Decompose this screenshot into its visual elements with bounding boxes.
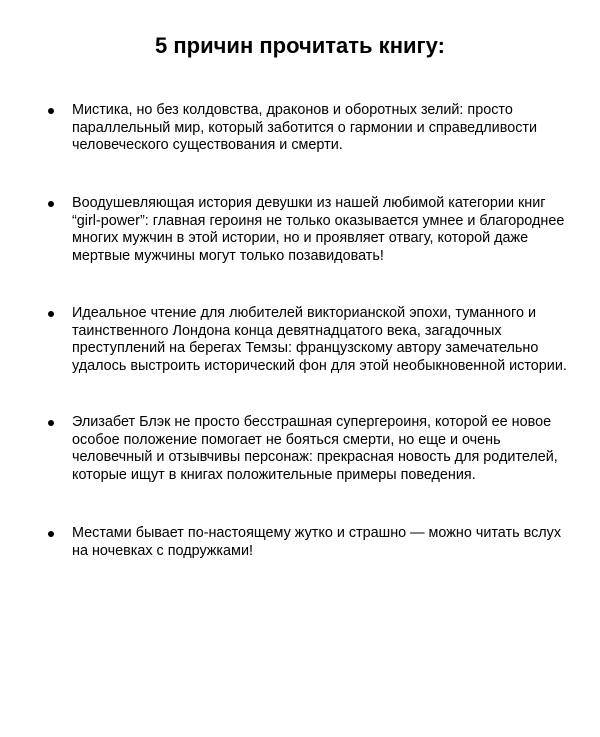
page-title: 5 причин прочитать книгу: (155, 33, 445, 58)
bullet-icon (48, 420, 54, 426)
list-item-text: Идеальное чтение для любителей викторианской эпохи, туманного и таинственного Лондона конца девятнадцатого века, загадочных преступлений на берегах Темзы: французскому автору замечательно удалось выстроить исторический фон для этой необыкновенной истории. (72, 305, 567, 374)
list-item-text: Мистика, но без колдовства, драконов и оборотных зелий: просто параллельный мир, который заботится о гармонии и справедливости человеческого существования и смерти. (72, 102, 538, 154)
list-item-text: Элизабет Блэк не просто бесстрашная супергероиня, которой ее новое особое положение помогает не бояться смерти, но еще и очень человечный и отзывчивы персонаж: прекрасная новость для родителей, которые ищут в книгах положительные примеры поведения. (72, 414, 558, 483)
bullet-icon (48, 311, 54, 317)
list-item-text: Воодушевляющая история девушки из нашей любимой категории книг “girl-power”: главная героиня не только оказывается умнее и благороднее многих мужчин в этой истории, но и проявляет отвагу, которой даже мертвые мужчины могут только позавидовать! (72, 195, 565, 264)
bullet-icon (48, 108, 54, 114)
bullet-icon (48, 201, 54, 207)
list-item-text: Местами бывает по-настоящему жутко и страшно — можно читать вслух на ночевках с подружками! (72, 525, 562, 559)
bullet-icon (48, 531, 54, 537)
